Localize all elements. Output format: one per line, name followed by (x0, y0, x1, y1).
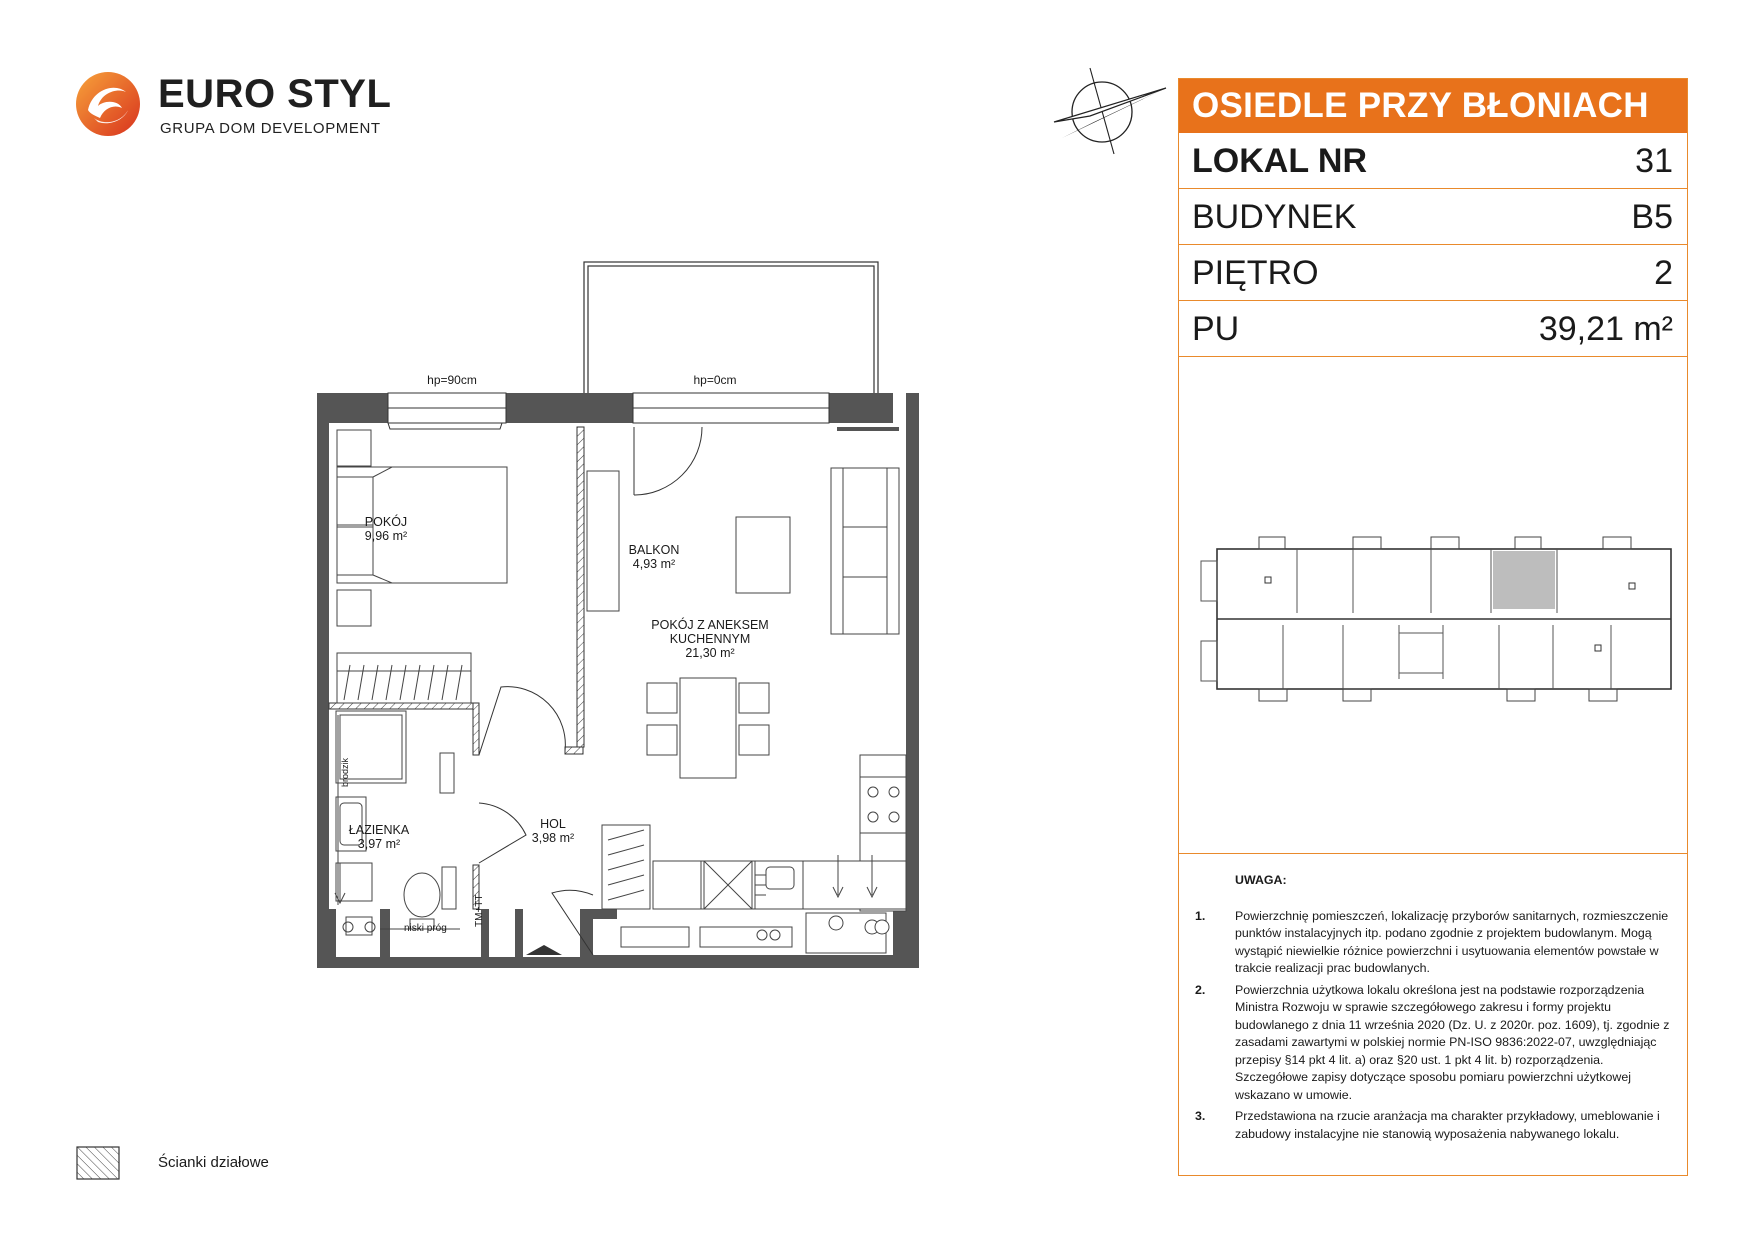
note-item (1193, 1108, 1673, 1143)
note-number: 2. (1195, 982, 1206, 997)
room-balkon (629, 543, 680, 571)
note-item (1193, 908, 1673, 978)
partition-wall-legend-swatch (76, 1146, 120, 1180)
selected-unit-marker (1493, 551, 1555, 609)
notes-divider (1179, 853, 1687, 854)
info-label: PIĘTRO (1192, 254, 1319, 292)
info-value: B5 (1631, 198, 1673, 236)
info-label: PU (1192, 310, 1240, 348)
euro-styl-logo-icon (74, 70, 142, 138)
note-text: Przedstawiona na rzucie aranżacja ma charakter przykładowy, umeblowanie i zabudowy instalacyjne nie stanowią wyposażenia nabywanego lokalu. (1235, 1109, 1660, 1141)
room-hol (532, 817, 574, 845)
info-label: LOKAL NR (1192, 142, 1368, 180)
room-name-line2: KUCHENNYM (669, 632, 751, 646)
room-name: POKÓJ Z ANEKSEM (651, 618, 769, 632)
window-sill-label: hp=0cm (693, 373, 737, 387)
room-salon (651, 618, 768, 660)
north-arrow-icon (1050, 64, 1170, 156)
room-area: 9,96 m² (364, 529, 408, 543)
threshold-label: niski próg (404, 923, 447, 934)
note-text: Powierzchnię pomieszczeń, lokalizację przyborów sanitarnych, rozmieszczenie punktów instalacyjnych itp. podano zgodnie z projektem budowlanym. Mogą wystąpić niewielkie różnice powierzchni i usytuowania elementów powstałe w trakcie realizacji prac budowlanych. (1235, 908, 1669, 975)
floor-plan (300, 255, 940, 975)
window-sill-label: hp=90cm (427, 373, 477, 387)
room-area: 4,93 m² (632, 557, 676, 571)
legend-label: Ścianki działowe (158, 1154, 269, 1171)
room-lazienka (349, 823, 409, 851)
building-key-plan (1193, 521, 1677, 711)
note-item (1193, 982, 1673, 1105)
apartment-info-panel (1178, 78, 1688, 1176)
notes-section (1193, 872, 1673, 1147)
room-pokoj (365, 515, 407, 543)
estate-name: OSIEDLE PRZY BŁONIACH (1179, 79, 1687, 133)
info-row-budynek (1179, 189, 1687, 245)
note-number: 3. (1195, 1109, 1206, 1123)
room-area: 3,98 m² (531, 831, 575, 845)
room-name: POKÓJ (364, 515, 408, 529)
brand-subtitle: GRUPA DOM DEVELOPMENT (160, 120, 381, 137)
room-name: HOL (540, 817, 566, 831)
shower-tray-label: brodzik (340, 757, 350, 787)
notes-title: UWAGA: (1235, 873, 1287, 887)
info-row-pu (1179, 301, 1687, 357)
info-value: 39,21 m² (1538, 310, 1673, 348)
info-row-lokal (1179, 133, 1687, 189)
floor-plan-drawing (300, 255, 940, 975)
brand-name: EURO STYL (158, 72, 392, 116)
info-value: 2 (1654, 254, 1673, 292)
info-label: BUDYNEK (1192, 198, 1357, 236)
room-name: BALKON (628, 543, 680, 557)
note-number: 1. (1195, 908, 1206, 923)
info-row-pietro (1179, 245, 1687, 301)
brand-logo (74, 70, 394, 150)
room-area: 21,30 m² (685, 646, 735, 660)
note-text: Powierzchnia użytkowa lokalu określona jest na podstawie rozporządzenia Ministra Rozwoju w sprawie szczegółowego zakresu i formy projektu budowlanego z dnia 11 września 2020 (Dz. U. z 2020r. poz. 1609), tj. zgodnie z zasadami zawartymi w polskiej normie PN-ISO 9836:2022-07, uwzględniając przepisy §14 pkt 4 lit. a) oraz §20 ust. 1 pkt 4 lit. b) rozporządzenia. Szczegółowe zapisy dotyczące sposobu pomiaru powierzchni użytkowej wskazano w umowie. (1235, 982, 1670, 1102)
room-name: ŁAZIENKA (348, 823, 410, 837)
room-area: 3,97 m² (357, 837, 401, 851)
meter-label: TM+TT (474, 894, 485, 927)
info-value: 31 (1635, 142, 1673, 180)
